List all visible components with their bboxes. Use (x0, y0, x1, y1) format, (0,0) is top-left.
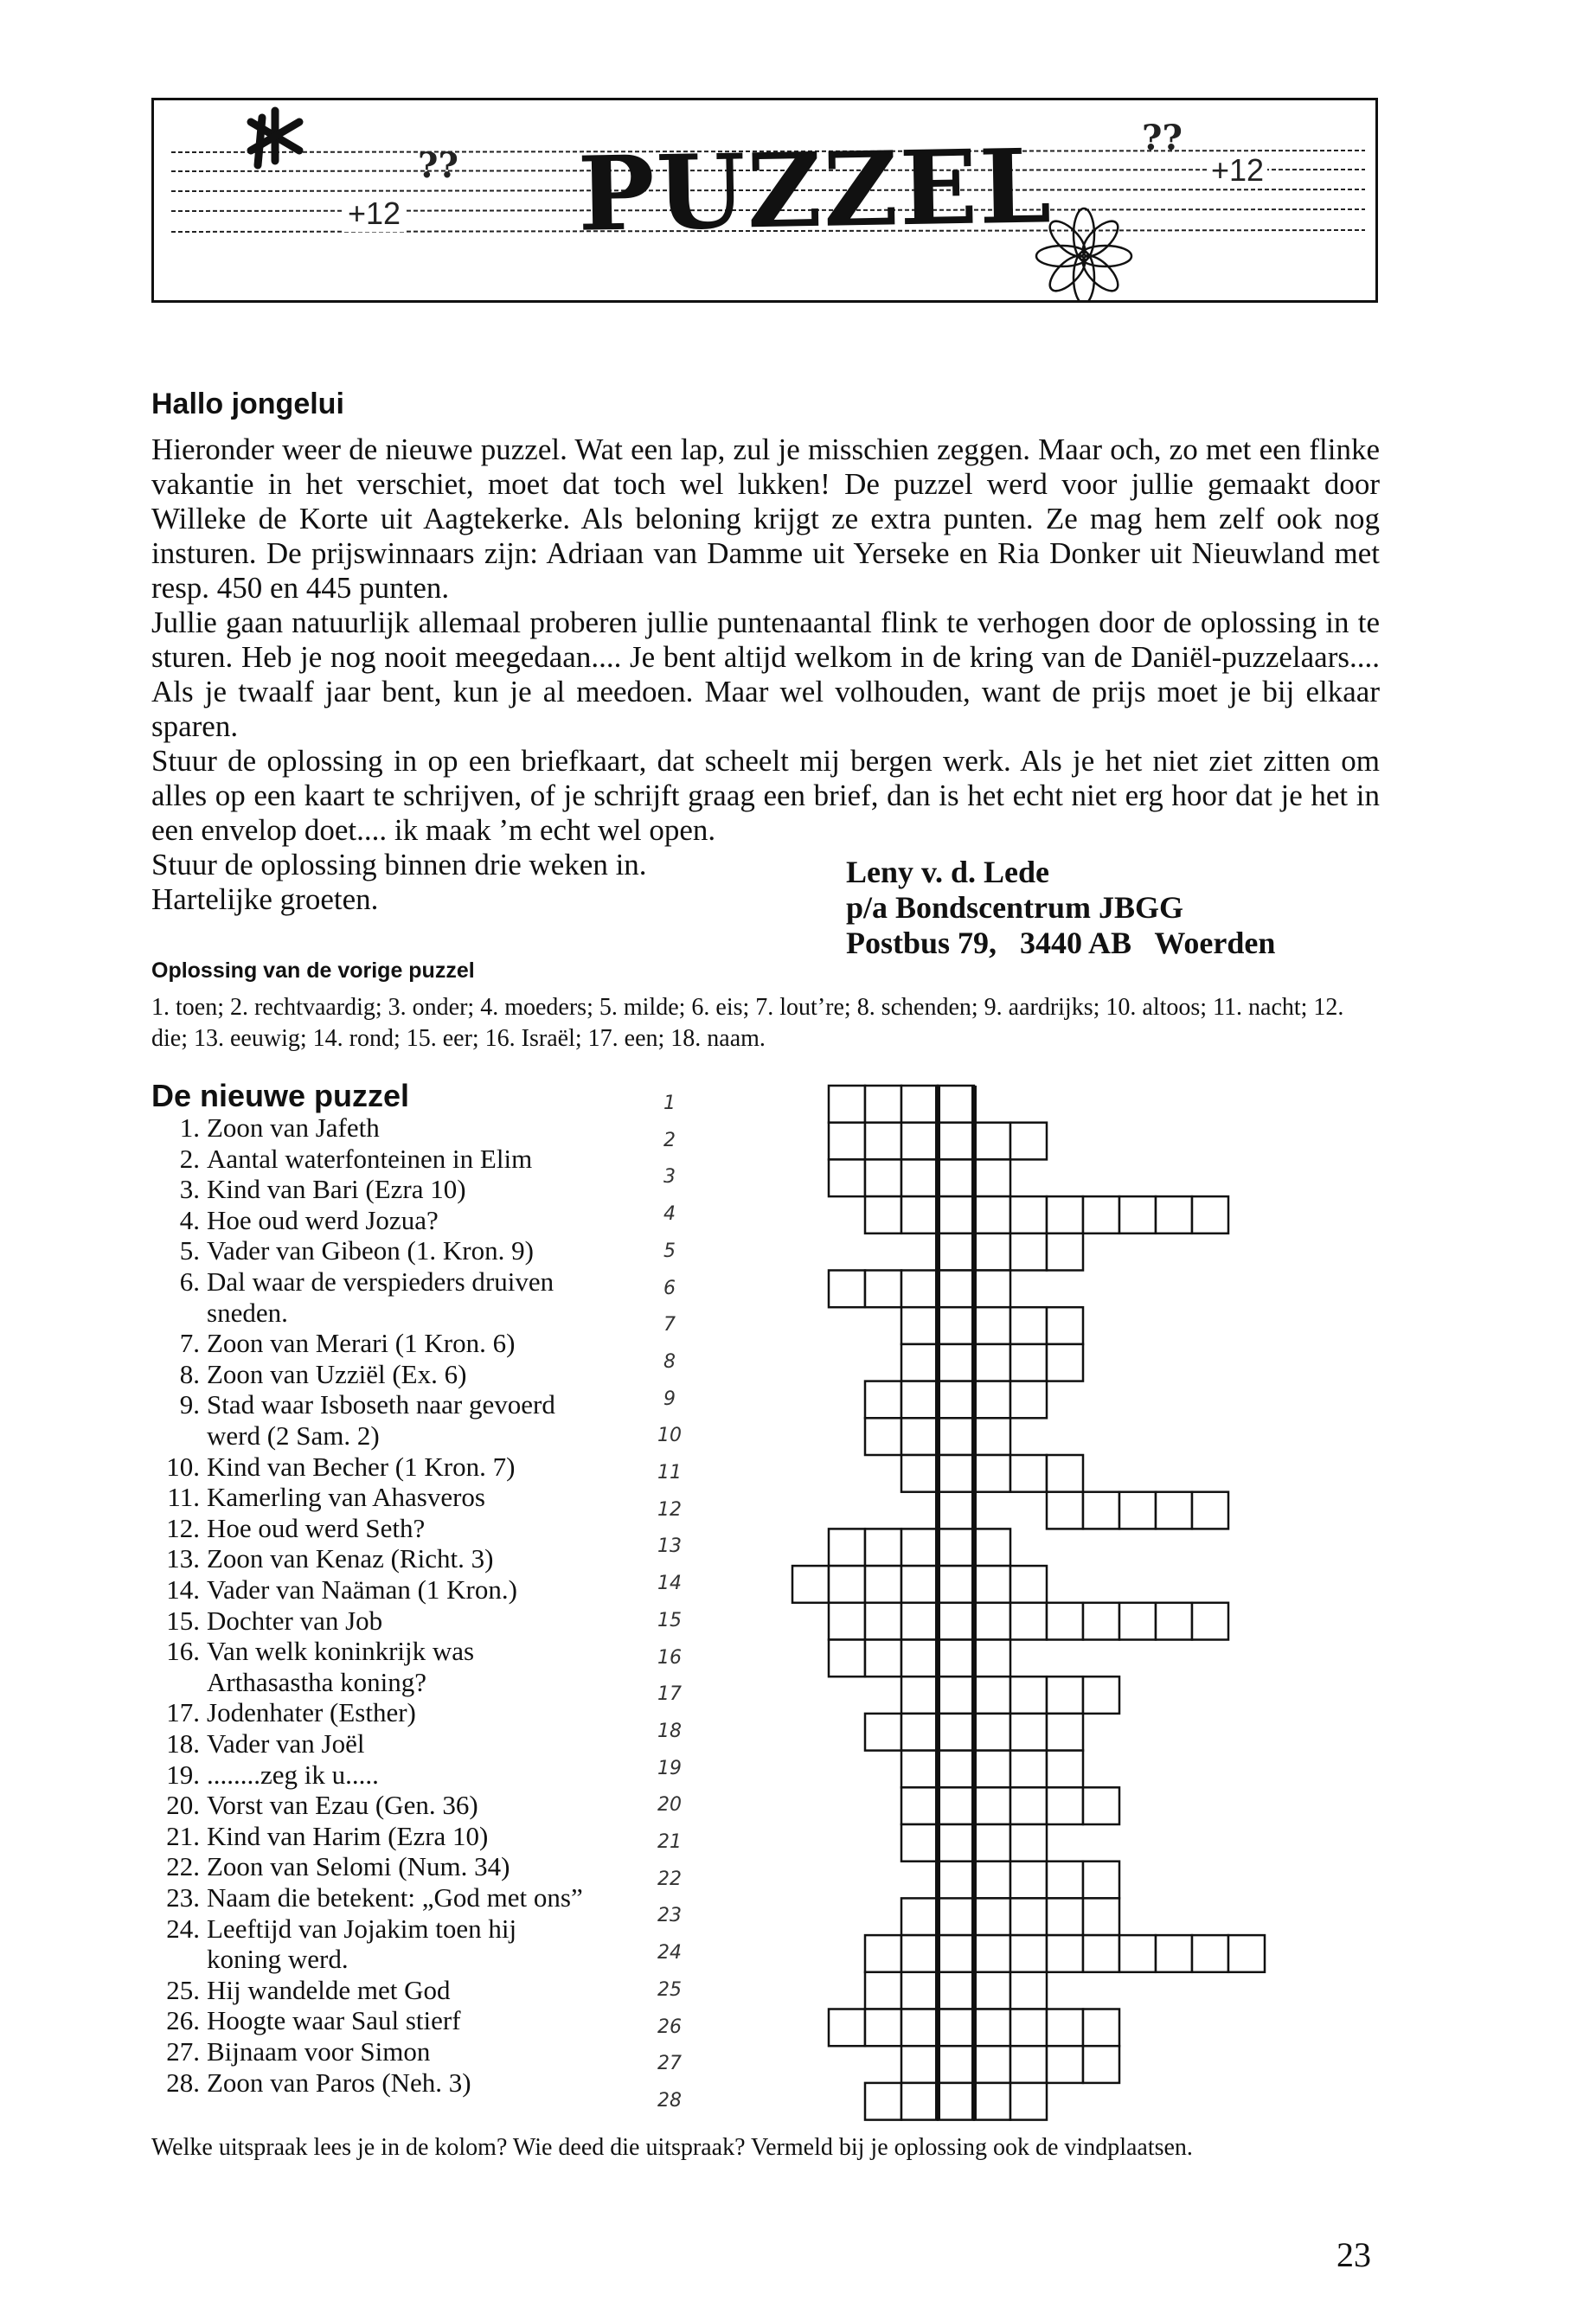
row-number: 7 (663, 1314, 676, 1336)
grid-cell[interactable] (829, 1529, 865, 1566)
grid-cell[interactable] (901, 2083, 938, 2120)
greeting-heading: Hallo jongelui (151, 388, 344, 420)
grid-cell[interactable] (901, 1676, 938, 1714)
grid-cell[interactable] (974, 1898, 1010, 1935)
grid-cell[interactable] (901, 1898, 938, 1935)
grid-cell[interactable] (974, 1714, 1010, 1751)
grid-cell[interactable] (865, 1196, 901, 1234)
grid-cell[interactable] (1010, 1714, 1047, 1751)
clue-number: 16. (166, 1636, 200, 1667)
clue-text: Vader van Gibeon (1. Kron. 9) (207, 1235, 534, 1266)
grid-cell[interactable] (974, 1344, 1010, 1381)
grid-cell[interactable] (1010, 1603, 1047, 1640)
signature-org: p/a Bondscentrum JBGG (846, 890, 1184, 925)
grid-cell[interactable] (938, 1787, 974, 1824)
grid-cell[interactable] (901, 1935, 938, 1972)
grid-cell[interactable] (901, 1566, 938, 1603)
clue-text: Hoe oud werd Seth? (207, 1512, 426, 1543)
page-number: 23 (1336, 2235, 1371, 2274)
clue-text: Aantal waterfonteinen in Elim (207, 1143, 533, 1174)
grid-cell[interactable] (938, 1640, 974, 1677)
grid-cell[interactable] (1010, 1935, 1047, 1972)
grid-cell[interactable] (901, 1824, 938, 1862)
grid-cell[interactable] (901, 1271, 938, 1308)
grid-cell[interactable] (1083, 2009, 1119, 2047)
grid-cell[interactable] (1047, 1751, 1083, 1788)
clue-text: Jodenhater (Esther) (207, 1697, 416, 1728)
grid-cell[interactable] (901, 1603, 938, 1640)
grid-cell[interactable] (901, 1529, 938, 1566)
clue-number: 22. (166, 1851, 200, 1882)
row-number: 13 (657, 1535, 682, 1558)
grid-cell[interactable] (938, 1898, 974, 1935)
grid-cell[interactable] (938, 1381, 974, 1419)
row-number: 24 (657, 1942, 682, 1965)
grid-cell[interactable] (1010, 1676, 1047, 1714)
clue-text: Kamerling van Ahasveros (207, 1482, 485, 1513)
intro-paragraph: Hartelijke groeten. (151, 882, 379, 916)
clue-text: Zoon van Paros (Neh. 3) (207, 2067, 471, 2098)
grid-cell[interactable] (1192, 1492, 1228, 1529)
intro-paragraph: Hieronder weer de nieuwe puzzel. Wat een lap, zul je misschien zeggen. Maar och, zo met een flinke vakantie in het verschiet, moet dat toch wel lukken! De puzzel werd voor jullie gemaakt door Willeke de Korte uit Aagtekerke. Als beloning krijgt ze extra punten. Ze mag hem zelf ook nog insturen. De prijswinnaars zijn: Adriaan van Damme uit Yerseke en Ria Donker uit Nieuwland met resp. 450 en 445 punten. (151, 433, 1380, 605)
grid-cell[interactable] (1119, 1935, 1156, 1972)
grid-cell[interactable] (1083, 1492, 1119, 1529)
clue-text: Kind van Harim (Ezra 10) (207, 1820, 489, 1851)
grid-cell[interactable] (974, 1935, 1010, 1972)
row-number: 16 (657, 1646, 682, 1669)
clue-text: Vader van Naäman (1 Kron.) (207, 1574, 517, 1605)
clue-number: 8. (179, 1358, 200, 1389)
grid-cell[interactable] (1083, 1787, 1119, 1824)
grid-cell[interactable] (974, 1271, 1010, 1308)
grid-cell[interactable] (974, 1307, 1010, 1344)
row-number: 11 (657, 1462, 682, 1484)
grid-cell[interactable] (829, 1271, 865, 1308)
grid-cell[interactable] (1047, 1787, 1083, 1824)
grid-cell[interactable] (1047, 2009, 1083, 2047)
grid-cell[interactable] (938, 1935, 974, 1972)
grid-cell[interactable] (938, 1418, 974, 1455)
grid-cell[interactable] (1083, 1862, 1119, 1899)
grid-cell[interactable] (974, 1787, 1010, 1824)
grid-cell[interactable] (974, 1455, 1010, 1492)
clue-number: 15. (166, 1605, 200, 1636)
grid-cell[interactable] (1047, 1492, 1083, 1529)
grid-cell[interactable] (1010, 1455, 1047, 1492)
grid-cell[interactable] (1083, 1196, 1119, 1234)
grid-cell[interactable] (865, 1418, 901, 1455)
grid-cell[interactable] (901, 1751, 938, 1788)
grid-cell[interactable] (829, 1603, 865, 1640)
grid-cell[interactable] (792, 1566, 829, 1603)
grid-cell[interactable] (865, 1972, 901, 2009)
clue-text: sneden. (207, 1297, 288, 1328)
intro-paragraph: Stuur de oplossing in op een briefkaart, dat scheelt mij bergen werk. Als je het niet ziet zitten om alles op een kaart te schrijven, of je schrijft graag een brief, dan is het echt niet erg hoor dat je het in een envelop doet.... ik maak ’m echt wel open. (151, 744, 1380, 847)
grid-cell[interactable] (1010, 1898, 1047, 1935)
grid-cell[interactable] (1047, 1234, 1083, 1271)
row-number: 20 (657, 1794, 682, 1817)
grid-cell[interactable] (1083, 1898, 1119, 1935)
grid-cell[interactable] (901, 1196, 938, 1234)
grid-cell[interactable] (938, 1529, 974, 1566)
grid-cell[interactable] (1010, 1862, 1047, 1899)
row-number: 1 (663, 1093, 676, 1114)
clue-number: 12. (166, 1512, 200, 1543)
clue-text: Hij wandelde met God (207, 1974, 451, 2005)
grid-cell[interactable] (938, 1086, 974, 1123)
clue-text: Zoon van Merari (1 Kron. 6) (207, 1328, 516, 1359)
grid-cell[interactable] (901, 2046, 938, 2083)
grid-cell[interactable] (829, 1086, 865, 1123)
row-number: 10 (657, 1425, 682, 1447)
row-number: 9 (663, 1388, 676, 1410)
grid-cell[interactable] (1010, 1344, 1047, 1381)
grid-cell[interactable] (865, 1159, 901, 1196)
grid-cell[interactable] (901, 1640, 938, 1677)
clue-number: 10. (166, 1451, 200, 1482)
grid-cell[interactable] (1010, 1751, 1047, 1788)
grid-cell[interactable] (938, 1159, 974, 1196)
clue-text: Dochter van Job (207, 1605, 383, 1636)
row-number: 22 (657, 1868, 682, 1890)
clue-text: werd (2 Sam. 2) (207, 1420, 380, 1451)
row-number: 2 (663, 1129, 676, 1151)
grid-cell[interactable] (974, 2009, 1010, 2047)
plus-twelve-right: +12 (1208, 152, 1267, 189)
grid-cell[interactable] (1047, 2046, 1083, 2083)
clue-number: 25. (166, 1974, 200, 2005)
grid-cell[interactable] (938, 1972, 974, 2009)
grid-cell[interactable] (1119, 1603, 1156, 1640)
clue-number: 24. (166, 1913, 200, 1944)
clue-number: 13. (166, 1543, 200, 1574)
grid-cell[interactable] (1083, 2046, 1119, 2083)
clue-number: 1. (179, 1112, 200, 1143)
intro-paragraph: Jullie gaan natuurlijk allemaal proberen jullie puntenaantal flink te verhogen door de oplossing in te sturen. Heb je nog nooit meegedaan.... Je bent altijd welkom in de kring van de Daniël-puzzelaars.... Als je twaalf jaar bent, kun je al meedoen. Maar wel volhouden, want de prijs moet je bij elkaar sparen. (151, 606, 1380, 743)
grid-cell[interactable] (938, 1676, 974, 1714)
grid-cell[interactable] (1047, 1898, 1083, 1935)
grid-cell[interactable] (1047, 1196, 1083, 1234)
grid-cell[interactable] (865, 1271, 901, 1308)
grid-cell[interactable] (974, 2083, 1010, 2120)
grid-cell[interactable] (1156, 1935, 1192, 1972)
grid-cell[interactable] (1010, 1381, 1047, 1419)
row-number: 17 (657, 1683, 682, 1706)
grid-cell[interactable] (829, 1159, 865, 1196)
clue-number: 21. (166, 1820, 200, 1851)
row-number: 18 (657, 1720, 682, 1742)
grid-cell[interactable] (938, 1603, 974, 1640)
grid-cell[interactable] (974, 1603, 1010, 1640)
grid-cell[interactable] (938, 2009, 974, 2047)
clue-text: Stad waar Isboseth naar gevoerd (207, 1389, 555, 1420)
clue-number: 20. (166, 1790, 200, 1821)
grid-cell[interactable] (1010, 1566, 1047, 1603)
grid-cell[interactable] (1228, 1935, 1265, 1972)
grid-cell[interactable] (829, 1123, 865, 1160)
clue-text: Kind van Bari (Ezra 10) (207, 1174, 466, 1205)
clue-number: 7. (179, 1328, 200, 1359)
grid-cell[interactable] (901, 1123, 938, 1160)
grid-cell[interactable] (865, 1566, 901, 1603)
grid-cell[interactable] (974, 1566, 1010, 1603)
grid-cell[interactable] (901, 2009, 938, 2047)
clue-text: Zoon van Uzziël (Ex. 6) (207, 1358, 467, 1389)
row-number: 4 (663, 1203, 676, 1226)
clue-text: Zoon van Selomi (Num. 34) (207, 1851, 510, 1882)
grid-cell[interactable] (974, 1824, 1010, 1862)
grid-cell[interactable] (865, 1123, 901, 1160)
grid-cell[interactable] (865, 1529, 901, 1566)
grid-cell[interactable] (1010, 1824, 1047, 1862)
clue-number: 4. (179, 1204, 200, 1235)
signature-address: Postbus 79, 3440 AB Woerden (846, 926, 1276, 960)
clue-number: 19. (166, 1759, 200, 1790)
grid-cell[interactable] (865, 1640, 901, 1677)
grid-cell[interactable] (938, 1566, 974, 1603)
grid-cell[interactable] (938, 1344, 974, 1381)
grid-cell[interactable] (865, 2009, 901, 2047)
grid-cell[interactable] (1156, 1603, 1192, 1640)
grid-cell[interactable] (829, 1566, 865, 1603)
intro-paragraph: Stuur de oplossing binnen drie weken in. (151, 848, 647, 881)
row-number: 14 (657, 1573, 682, 1595)
grid-cell[interactable] (1083, 1603, 1119, 1640)
grid-cell[interactable] (1192, 1603, 1228, 1640)
grid-cell[interactable] (901, 1714, 938, 1751)
grid-cell[interactable] (1010, 2083, 1047, 2120)
grid-cell[interactable] (1047, 1935, 1083, 1972)
grid-cell[interactable] (901, 1787, 938, 1824)
clue-number: 9. (179, 1389, 200, 1420)
grid-cell[interactable] (901, 1972, 938, 2009)
grid-cell[interactable] (1010, 1234, 1047, 1271)
row-number: 19 (657, 1757, 682, 1779)
solution-heading: Oplossing van de vorige puzzel (151, 958, 475, 983)
grid-cell[interactable] (938, 2083, 974, 2120)
grid-cell[interactable] (1047, 1455, 1083, 1492)
grid-cell[interactable] (901, 1455, 938, 1492)
grid-cell[interactable] (1083, 1935, 1119, 1972)
grid-cell[interactable] (1083, 1676, 1119, 1714)
row-number: 5 (663, 1240, 676, 1262)
grid-cell[interactable] (1010, 1307, 1047, 1344)
clue-number: 28. (166, 2067, 200, 2098)
row-number: 25 (657, 1978, 682, 2001)
clue-number: 2. (179, 1143, 200, 1174)
grid-cell[interactable] (1192, 1196, 1228, 1234)
banner-title: PUZZEL (576, 125, 1054, 254)
new-puzzle-heading: De nieuwe puzzel (151, 1078, 410, 1113)
grid-cell[interactable] (865, 1086, 901, 1123)
clue-number: 3. (179, 1174, 200, 1205)
clue-text: Kind van Becher (1 Kron. 7) (207, 1451, 516, 1482)
grid-cell[interactable] (1010, 2009, 1047, 2047)
grid-cell[interactable] (1010, 1123, 1047, 1160)
solution-text: 1. toen; 2. rechtvaardig; 3. onder; 4. moeders; 5. milde; 6. eis; 7. lout’re; 8. schenden; 9. aardrijks; 10. altoos; 11. nacht; 12. die; 13. eeuwig; 14. rond; 15. eer; 16. Israël; 17. een; 18. naam. (151, 994, 1344, 1052)
grid-cell[interactable] (901, 1307, 938, 1344)
clue-number: 27. (166, 2036, 200, 2067)
grid-cell[interactable] (901, 1418, 938, 1455)
grid-cell[interactable] (865, 1381, 901, 1419)
grid-cell[interactable] (938, 2046, 974, 2083)
row-number: 15 (657, 1609, 682, 1631)
clue-number: 14. (166, 1574, 200, 1605)
row-number: 12 (657, 1498, 682, 1521)
row-number: 8 (663, 1350, 676, 1373)
grid-cell[interactable] (1010, 1196, 1047, 1234)
plus-twelve-left: +12 (344, 195, 404, 232)
row-number: 23 (657, 1905, 682, 1927)
grid-cell[interactable] (974, 1159, 1010, 1196)
clue-number: 17. (166, 1697, 200, 1728)
grid-cell[interactable] (1010, 2046, 1047, 2083)
clue-text: Naam die betekent: „God met ons” (207, 1882, 583, 1913)
grid-cell[interactable] (974, 1972, 1010, 2009)
grid-cell[interactable] (938, 1751, 974, 1788)
grid-cell[interactable] (1156, 1196, 1192, 1234)
row-number: 6 (663, 1277, 676, 1299)
grid-cell[interactable] (974, 1640, 1010, 1677)
grid-cell[interactable] (974, 2046, 1010, 2083)
grid-cell[interactable] (938, 1123, 974, 1160)
clue-number: 6. (179, 1266, 200, 1297)
clue-text: Bijnaam voor Simon (207, 2036, 431, 2067)
grid-cell[interactable] (865, 2083, 901, 2120)
grid-cell[interactable] (938, 1455, 974, 1492)
grid-cell[interactable] (974, 1418, 1010, 1455)
grid-cell[interactable] (974, 1234, 1010, 1271)
clue-text: Zoon van Jafeth (207, 1112, 380, 1143)
row-number: 28 (657, 2089, 682, 2112)
grid-cell[interactable] (865, 1603, 901, 1640)
grid-cell[interactable] (901, 1086, 938, 1123)
grid-cell[interactable] (1047, 1603, 1083, 1640)
clue-text: Zoon van Kenaz (Richt. 3) (207, 1543, 494, 1574)
clue-text: Vader van Joël (207, 1728, 365, 1759)
grid-cell[interactable] (901, 1159, 938, 1196)
grid-cell[interactable] (974, 1381, 1010, 1419)
row-number: 21 (657, 1831, 682, 1853)
grid-cell[interactable] (974, 1123, 1010, 1160)
clue-text: koning werd. (207, 1944, 349, 1975)
grid-cell[interactable] (901, 1381, 938, 1419)
grid-cell[interactable] (1192, 1935, 1228, 1972)
grid-cell[interactable] (938, 1196, 974, 1234)
grid-cell[interactable] (938, 1271, 974, 1308)
grid-cell[interactable] (974, 1676, 1010, 1714)
grid-cell[interactable] (1119, 1196, 1156, 1234)
grid-cell[interactable] (938, 1234, 974, 1271)
grid-cell[interactable] (974, 1529, 1010, 1566)
clue-text: Dal waar de verspieders druiven (207, 1266, 554, 1297)
grid-cell[interactable] (1047, 1714, 1083, 1751)
grid-cell[interactable] (865, 1714, 901, 1751)
grid-cell[interactable] (1119, 1492, 1156, 1529)
grid-cell[interactable] (1047, 1344, 1083, 1381)
clue-text: Hoogte waar Saul stierf (207, 2005, 461, 2036)
grid-cell[interactable] (829, 2009, 865, 2047)
row-number: 27 (657, 2053, 682, 2075)
clue-text: Van welk koninkrijk was (207, 1636, 475, 1667)
grid-cell[interactable] (1010, 1787, 1047, 1824)
grid-cell[interactable] (1047, 1676, 1083, 1714)
question-marks-left: ?? (418, 145, 458, 186)
grid-cell[interactable] (1010, 1972, 1047, 2009)
puzzle-question: Welke uitspraak lees je in de kolom? Wie deed die uitspraak? Vermeld bij je oplossing ook de vindplaatsen. (151, 2134, 1193, 2161)
clue-text: ........zeg ik u..... (207, 1759, 379, 1790)
grid-cell[interactable] (974, 1862, 1010, 1899)
grid-cell[interactable] (938, 1824, 974, 1862)
grid-cell[interactable] (974, 1751, 1010, 1788)
row-number: 3 (663, 1166, 676, 1189)
grid-cell[interactable] (938, 1307, 974, 1344)
clue-number: 11. (167, 1482, 200, 1513)
grid-cell[interactable] (1156, 1492, 1192, 1529)
grid-cell[interactable] (865, 1935, 901, 1972)
clue-text: Hoe oud werd Jozua? (207, 1204, 439, 1235)
grid-cell[interactable] (901, 1344, 938, 1381)
grid-cell[interactable] (1047, 1862, 1083, 1899)
signature-name: Leny v. d. Lede (846, 855, 1050, 889)
clue-number: 18. (166, 1728, 200, 1759)
grid-cell[interactable] (974, 1196, 1010, 1234)
question-marks-right: ?? (1142, 118, 1183, 158)
row-number: 26 (657, 2016, 682, 2038)
clue-text: Vorst van Ezau (Gen. 36) (207, 1790, 478, 1821)
clue-number: 23. (166, 1882, 200, 1913)
grid-cell[interactable] (938, 1714, 974, 1751)
clue-text: Leeftijd van Jojakim toen hij (207, 1913, 517, 1944)
grid-cell[interactable] (829, 1640, 865, 1677)
grid-cell[interactable] (1047, 1307, 1083, 1344)
clue-text: Arthasastha koning? (207, 1666, 426, 1697)
clue-number: 26. (166, 2005, 200, 2036)
clue-number: 5. (179, 1235, 200, 1266)
